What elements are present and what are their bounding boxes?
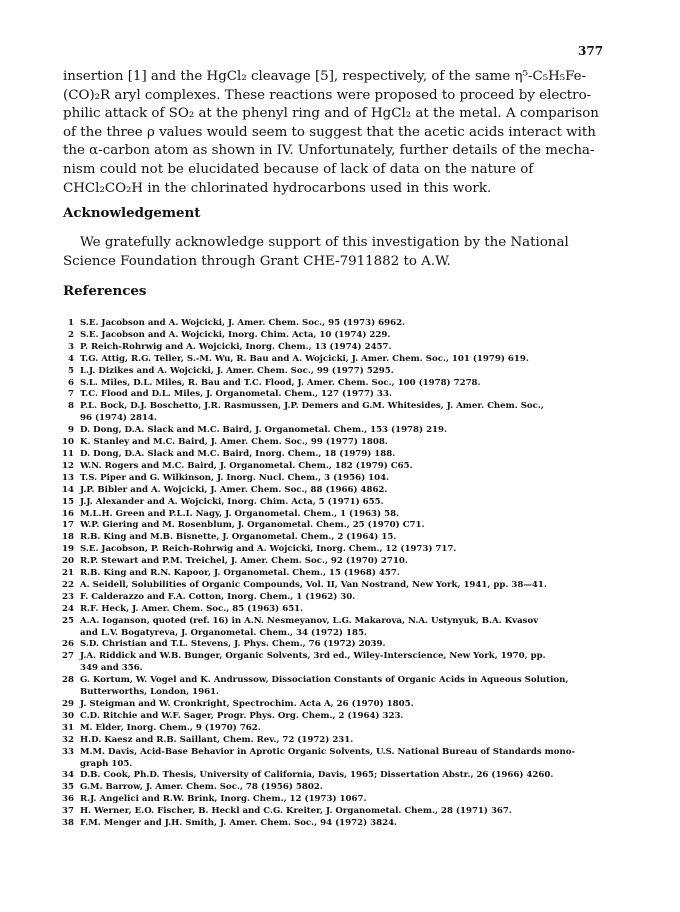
- reference-line: S.D. Christian and T.L. Stevens, J. Phys. Chem., 76 (1972) 2039.: [80, 639, 386, 650]
- reference-number: 4: [68, 353, 74, 364]
- reference-number: 7: [68, 389, 74, 400]
- reference-line: and L.V. Bogatyreva, J. Organometal. Chem., 34 (1972) 185.: [80, 627, 367, 638]
- reference-number: 16: [62, 508, 74, 519]
- reference-text: [80, 544, 616, 556]
- reference-line: A. Seidell, Solubilities of Organic Compounds, Vol. II, Van Nostrand, New York, 1941, pp. 38—41.: [80, 579, 547, 590]
- reference-line: R.J. Angelici and R.W. Brink, Inorg. Chem., 12 (1973) 1067.: [80, 794, 367, 805]
- reference-text: [80, 592, 616, 604]
- reference-item: [56, 747, 616, 771]
- reference-line: P.L. Bock, D.J. Boschetto, J.R. Rasmussen, J.P. Demers and G.M. Whitesides, J. Amer. Chem. Soc.,: [80, 401, 544, 412]
- reference-number: 33: [62, 746, 74, 757]
- reference-text: [80, 485, 616, 497]
- reference-line: graph 105.: [80, 758, 133, 769]
- reference-number: 18: [62, 532, 74, 543]
- reference-text: [80, 604, 616, 616]
- reference-number: 15: [62, 496, 74, 507]
- reference-text: [80, 449, 616, 461]
- reference-line: J.A. Riddick and W.B. Bunger, Organic Solvents, 3rd ed., Wiley-Interscience, New York, 1970, pp.: [80, 651, 546, 662]
- reference-item: [56, 378, 616, 390]
- reference-text: [80, 806, 616, 818]
- reference-number: 35: [62, 782, 74, 793]
- reference-line: A.A. Ioganson, quoted (ref. 16) in A.N. Nesmeyanov, L.G. Makarova, N.A. Ustynyuk, B.A. Kvasov: [80, 615, 539, 626]
- reference-item: [56, 485, 616, 497]
- reference-line: J. Steigman and W. Cronkright, Spectrochim. Acta A, 26 (1970) 1805.: [80, 699, 414, 709]
- reference-item: [56, 461, 616, 473]
- reference-item: [56, 342, 616, 354]
- reference-item: [56, 532, 616, 544]
- reference-text: [80, 735, 616, 747]
- reference-text: [80, 330, 616, 342]
- reference-line: M.L.H. Green and P.L.I. Nagy, J. Organometal. Chem., 1 (1963) 58.: [80, 508, 400, 519]
- reference-line: J.P. Bibler and A. Wojcicki, J. Amer. Chem. Soc., 88 (1966) 4862.: [80, 484, 388, 495]
- reference-item: [56, 437, 616, 449]
- reference-text: [80, 639, 616, 651]
- references-heading: References: [63, 283, 147, 299]
- reference-item: [56, 544, 616, 556]
- reference-number: 32: [62, 734, 74, 745]
- reference-number: 6: [68, 377, 74, 388]
- reference-item: [56, 818, 616, 830]
- reference-item: [56, 592, 616, 604]
- reference-number: 11: [62, 448, 74, 459]
- reference-item: [56, 604, 616, 616]
- reference-line: C.D. Ritchie and W.F. Sager, Progr. Phys. Org. Chem., 2 (1964) 323.: [80, 710, 404, 721]
- reference-number: 1: [68, 318, 74, 328]
- reference-line: W.P. Giering and M. Rosenblum, J. Organometal. Chem., 25 (1970) C71.: [80, 520, 425, 531]
- reference-line: P. Reich-Rohrwig and A. Wojcicki, Inorg. Chem., 13 (1974) 2457.: [80, 341, 392, 352]
- reference-line: D. Dong, D.A. Slack and M.C. Baird, J. Organometal. Chem., 153 (1978) 219.: [80, 425, 447, 436]
- reference-text: [80, 461, 616, 473]
- reference-text: [80, 473, 616, 485]
- reference-line: G.M. Barrow, J. Amer. Chem. Soc., 78 (1956) 5802.: [80, 782, 323, 793]
- reference-line: 96 (1974) 2814.: [80, 413, 157, 424]
- body-paragraph: [63, 68, 611, 198]
- reference-number: 28: [62, 675, 74, 686]
- reference-number: 3: [68, 341, 74, 352]
- reference-line: M. Elder, Inorg. Chem., 9 (1970) 762.: [80, 722, 261, 733]
- reference-text: [80, 366, 616, 378]
- reference-text: [80, 497, 616, 509]
- reference-line: D. Dong, D.A. Slack and M.C. Baird, Inorg. Chem., 18 (1979) 188.: [80, 448, 396, 459]
- reference-text: [80, 711, 616, 723]
- acknowledgement-heading: Acknowledgement: [63, 205, 201, 221]
- reference-text: [80, 556, 616, 568]
- reference-item: [56, 497, 616, 509]
- reference-number: 22: [62, 579, 74, 590]
- body-line: CHCl₂CO₂H in the chlorinated hydrocarbons used in this work.: [63, 180, 492, 196]
- reference-line: T.G. Attig, R.G. Teller, S.-M. Wu, R. Bau and A. Wojcicki, J. Amer. Chem. Soc., 101 (1979) 619.: [80, 353, 529, 364]
- reference-line: M.M. Davis, Acid-Base Behavior in Aprotic Organic Solvents, U.S. National Bureau of Standards mono-: [80, 746, 576, 757]
- reference-number: 23: [62, 591, 74, 602]
- acknowledgement-paragraph: [63, 234, 611, 271]
- reference-item: [56, 330, 616, 342]
- reference-text: [80, 675, 616, 699]
- reference-text: [80, 782, 616, 794]
- reference-number: 2: [68, 329, 74, 340]
- reference-text: [80, 580, 616, 592]
- reference-number: 14: [62, 484, 74, 495]
- reference-item: [56, 473, 616, 485]
- reference-text: [80, 616, 616, 640]
- reference-line: R.F. Heck, J. Amer. Chem. Soc., 85 (1963) 651.: [80, 603, 304, 614]
- reference-number: 26: [62, 639, 74, 650]
- reference-number: 30: [62, 710, 74, 721]
- reference-line: T.S. Piper and G. Wilkinson, J. Inorg. Nucl. Chem., 3 (1956) 104.: [80, 472, 390, 483]
- body-line: (CO)₂R aryl complexes. These reactions were proposed to proceed by electro-: [63, 87, 592, 103]
- reference-number: 29: [62, 699, 74, 709]
- reference-line: H.D. Kaesz and R.B. Saillant, Chem. Rev., 72 (1972) 231.: [80, 734, 354, 745]
- reference-item: [56, 520, 616, 532]
- reference-number: 8: [68, 401, 74, 412]
- reference-item: [56, 770, 616, 782]
- reference-list: [56, 318, 616, 830]
- reference-number: 38: [62, 818, 74, 829]
- reference-number: 12: [62, 460, 74, 471]
- reference-line: S.L. Miles, D.L. Miles, R. Bau and T.C. Flood, J. Amer. Chem. Soc., 100 (1978) 7278.: [80, 377, 481, 388]
- reference-item: [56, 580, 616, 592]
- reference-text: [80, 532, 616, 544]
- reference-text: [80, 723, 616, 735]
- reference-number: 24: [62, 603, 74, 614]
- reference-text: [80, 509, 616, 521]
- reference-number: 31: [62, 722, 74, 733]
- body-line: of the three ρ values would seem to suggest that the acetic acids interact with: [63, 124, 596, 140]
- reference-text: [80, 437, 616, 449]
- reference-item: [56, 711, 616, 723]
- reference-line: R.B. King and R.N. Kapoor, J. Organometal. Chem., 15 (1968) 457.: [80, 568, 400, 579]
- reference-line: K. Stanley and M.C. Baird, J. Amer. Chem. Soc., 99 (1977) 1808.: [80, 437, 388, 448]
- reference-text: [80, 794, 616, 806]
- reference-number: 10: [62, 437, 74, 448]
- reference-item: [56, 616, 616, 640]
- reference-number: 19: [62, 544, 74, 555]
- reference-item: [56, 568, 616, 580]
- reference-line: W.N. Rogers and M.C. Baird, J. Organometal. Chem., 182 (1979) C65.: [80, 460, 413, 471]
- reference-number: 25: [62, 615, 74, 626]
- reference-text: [80, 699, 616, 711]
- reference-text: [80, 378, 616, 390]
- reference-line: G. Kortum, W. Vogel and K. Andrussow, Dissociation Constants of Organic Acids in Aqueous Solution,: [80, 675, 569, 686]
- page-number: 377: [578, 44, 604, 58]
- reference-line: H. Werner, E.O. Fischer, B. Heckl and C.G. Kreiter, J. Organometal. Chem., 28 (1971) 367.: [80, 806, 512, 817]
- reference-number: 34: [62, 770, 74, 781]
- reference-item: [56, 389, 616, 401]
- reference-text: [80, 342, 616, 354]
- reference-text: [80, 354, 616, 366]
- reference-line: S.E. Jacobson, P. Reich-Rohrwig and A. Wojcicki, Inorg. Chem., 12 (1973) 717.: [80, 544, 457, 555]
- body-line: the α-carbon atom as shown in IV. Unfortunately, further details of the mecha-: [63, 143, 595, 159]
- reference-item: [56, 723, 616, 735]
- reference-line: S.E. Jacobson and A. Wojcicki, Inorg. Chim. Acta, 10 (1974) 229.: [80, 329, 391, 340]
- reference-item: [56, 509, 616, 521]
- reference-line: R.P. Stewart and P.M. Treichel, J. Amer. Chem. Soc., 92 (1970) 2710.: [80, 556, 408, 567]
- reference-item: [56, 639, 616, 651]
- reference-item: [56, 366, 616, 378]
- reference-line: Butterworths, London, 1961.: [80, 687, 220, 698]
- reference-line: D.B. Cook, Ph.D. Thesis, University of California, Davis, 1965; Dissertation Abstr., 26 (1966) 4260.: [80, 770, 554, 781]
- body-line: insertion [1] and the HgCl₂ cleavage [5], respectively, of the same η⁵-C₅H₅Fe-: [63, 69, 587, 84]
- body-line: nism could not be elucidated because of lack of data on the nature of: [63, 161, 534, 177]
- reference-item: [56, 401, 616, 425]
- reference-item: [56, 782, 616, 794]
- reference-line: 349 and 356.: [80, 663, 143, 674]
- reference-text: [80, 389, 616, 401]
- reference-item: [56, 699, 616, 711]
- reference-number: 37: [62, 806, 74, 817]
- reference-item: [56, 318, 616, 330]
- reference-number: 36: [62, 794, 74, 805]
- reference-item: [56, 556, 616, 568]
- reference-line: F. Calderazzo and F.A. Cotton, Inorg. Chem., 1 (1962) 30.: [80, 591, 356, 602]
- acknowledgement-line: Science Foundation through Grant CHE-7911882 to A.W.: [63, 253, 451, 269]
- reference-text: [80, 425, 616, 437]
- reference-item: [56, 449, 616, 461]
- reference-text: [80, 568, 616, 580]
- reference-item: [56, 794, 616, 806]
- reference-text: [80, 401, 616, 425]
- reference-text: [80, 818, 616, 830]
- reference-line: J.J. Alexander and A. Wojcicki, Inorg. Chim. Acta, 5 (1971) 655.: [80, 496, 384, 507]
- reference-item: [56, 735, 616, 747]
- reference-number: 27: [62, 651, 74, 662]
- reference-item: [56, 651, 616, 675]
- reference-text: [80, 318, 616, 330]
- reference-number: 13: [62, 472, 74, 483]
- reference-line: T.C. Flood and D.L. Miles, J. Organometal. Chem., 127 (1977) 33.: [80, 389, 392, 400]
- reference-number: 20: [62, 556, 74, 567]
- reference-line: F.M. Menger and J.H. Smith, J. Amer. Chem. Soc., 94 (1972) 3824.: [80, 818, 398, 829]
- reference-text: [80, 651, 616, 675]
- reference-line: L.J. Dizikes and A. Wojcicki, J. Amer. Chem. Soc., 99 (1977) 5295.: [80, 365, 394, 376]
- acknowledgement-line: We gratefully acknowledge support of this investigation by the National: [80, 235, 569, 250]
- reference-item: [56, 675, 616, 699]
- reference-item: [56, 425, 616, 437]
- reference-number: 5: [68, 365, 74, 376]
- reference-number: 17: [62, 520, 74, 531]
- reference-text: [80, 520, 616, 532]
- reference-line: S.E. Jacobson and A. Wojcicki, J. Amer. Chem. Soc., 95 (1973) 6962.: [80, 318, 406, 328]
- reference-item: [56, 806, 616, 818]
- reference-item: [56, 354, 616, 366]
- reference-text: [80, 770, 616, 782]
- reference-line: R.B. King and M.B. Bisnette, J. Organometal. Chem., 2 (1964) 15.: [80, 532, 397, 543]
- reference-text: [80, 747, 616, 771]
- reference-number: 21: [62, 568, 74, 579]
- reference-number: 9: [68, 425, 74, 436]
- body-line: philic attack of SO₂ at the phenyl ring and of HgCl₂ at the metal. A comparison: [63, 106, 599, 122]
